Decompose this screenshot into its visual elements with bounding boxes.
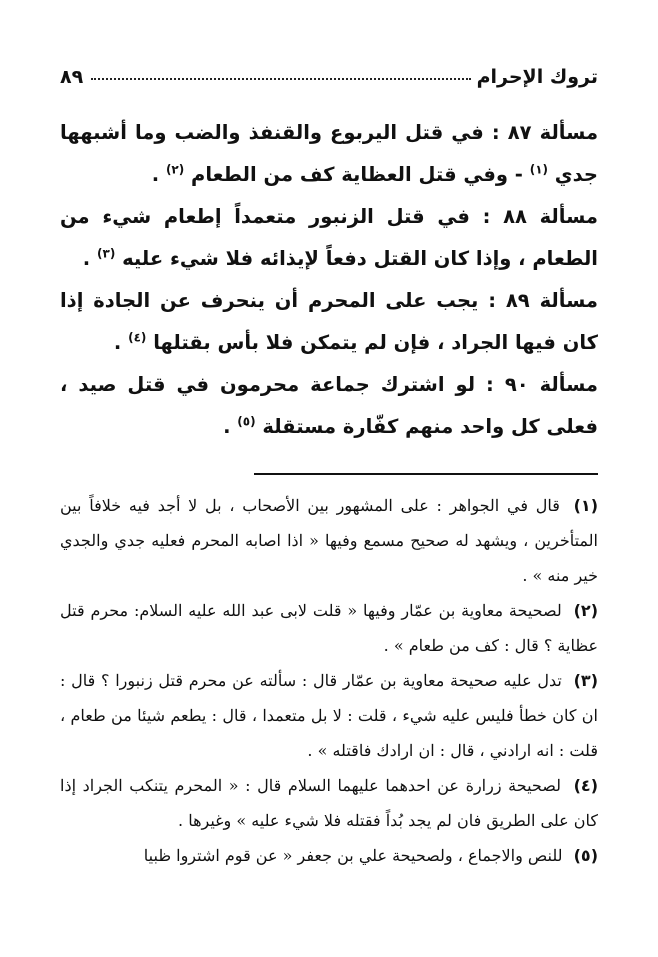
footnote-ref: (٢) xyxy=(165,162,185,177)
footnote-number: (٢) xyxy=(573,601,598,620)
page-number: ٨٩ xyxy=(60,66,84,88)
issue-label: مسألة ٨٧ : xyxy=(491,121,599,144)
issue-end: . xyxy=(113,331,122,354)
issue-label: مسألة ٨٨ : xyxy=(482,205,598,228)
issues-section xyxy=(60,112,598,448)
footnote-4 xyxy=(60,768,598,838)
issue-label: مسألة ٨٩ : xyxy=(488,289,598,312)
footnote-5 xyxy=(60,838,598,873)
footnote-number: (٥) xyxy=(573,846,598,865)
footnote-separator xyxy=(254,473,598,475)
footnote-text: تدل عليه صحيحة معاوية بن عمّار قال : سألته عن محرم قتل زنبورا ؟ قال : ان كان خطأ فليس عليه شيء ، قلت : لا بل متعمدا ، قال : يطعم شيئا من طعام ، قلت : انه ارادني ، قال : ان ارادك فاقتله » . xyxy=(60,671,598,760)
issue-90 xyxy=(60,364,598,448)
footnote-ref: (٣) xyxy=(97,246,116,261)
footnote-1 xyxy=(60,488,598,593)
issue-text: لو اشترك جماعة محرمون في قتل صيد ، فعلى كل واحد منهم كفّارة مستقلة xyxy=(60,373,598,438)
issue-88 xyxy=(60,196,598,280)
footnote-number: (٤) xyxy=(573,776,598,795)
issue-end: . xyxy=(151,163,160,186)
footnote-text: لصحيحة معاوية بن عمّار وفيها « قلت لابى عبد الله عليه السلام: محرم قتل عظاية ؟ قال : كف من طعام » . xyxy=(60,601,598,655)
footnote-text: قال في الجواهر : على المشهور بين الأصحاب ، بل لا أجد فيه خلافاً بين المتأخرين ، ويشهد له صحيح مسمع وفيها « اذا اصابه المحرم فعليه جدي والجدي خير منه » . xyxy=(60,496,598,585)
issue-label: مسألة ٩٠ : xyxy=(486,373,598,396)
dotted-leader xyxy=(91,78,470,80)
issue-text: يجب على المحرم أن ينحرف عن الجادة إذا كان فيها الجراد ، فإن لم يتمكن فلا بأس بقتلها xyxy=(60,289,598,354)
header-title: تروك الإحرام xyxy=(476,66,598,88)
footnote-text: لصحيحة زرارة عن احدهما عليهما السلام قال : « المحرم يتنكب الجراد إذا كان على الطريق فان لم يجد بُداً فقتله فلا شيء عليه » وغيرها . xyxy=(60,776,598,830)
footnote-ref: (٥) xyxy=(237,414,256,429)
issue-end: . xyxy=(223,415,231,438)
footnote-ref: (١) xyxy=(529,162,548,177)
footnotes-section xyxy=(60,488,598,873)
issue-89 xyxy=(60,280,598,364)
issue-end: . xyxy=(82,247,91,270)
issue-text: في قتل الزنبور متعمداً إطعام شيء من الطعام ، وإذا كان القتل دفعاً لإيذائه فلا شيء عليه xyxy=(60,205,598,270)
issue-87 xyxy=(60,112,598,196)
footnote-number: (١) xyxy=(573,496,598,515)
footnote-text: للنص والاجماع ، ولصحيحة علي بن جعفر « عن قوم اشتروا ظبيا xyxy=(143,846,563,865)
footnote-2 xyxy=(60,593,598,663)
issue-text-tail: - وفي قتل العظاية كف من الطعام xyxy=(191,163,523,186)
running-header xyxy=(60,58,598,88)
issue-text: في قتل اليربوع والقنفذ والضب وما أشبهها جدي xyxy=(60,121,598,186)
footnote-3 xyxy=(60,663,598,768)
footnote-number: (٣) xyxy=(573,671,598,690)
footnote-ref: (٤) xyxy=(128,330,147,345)
